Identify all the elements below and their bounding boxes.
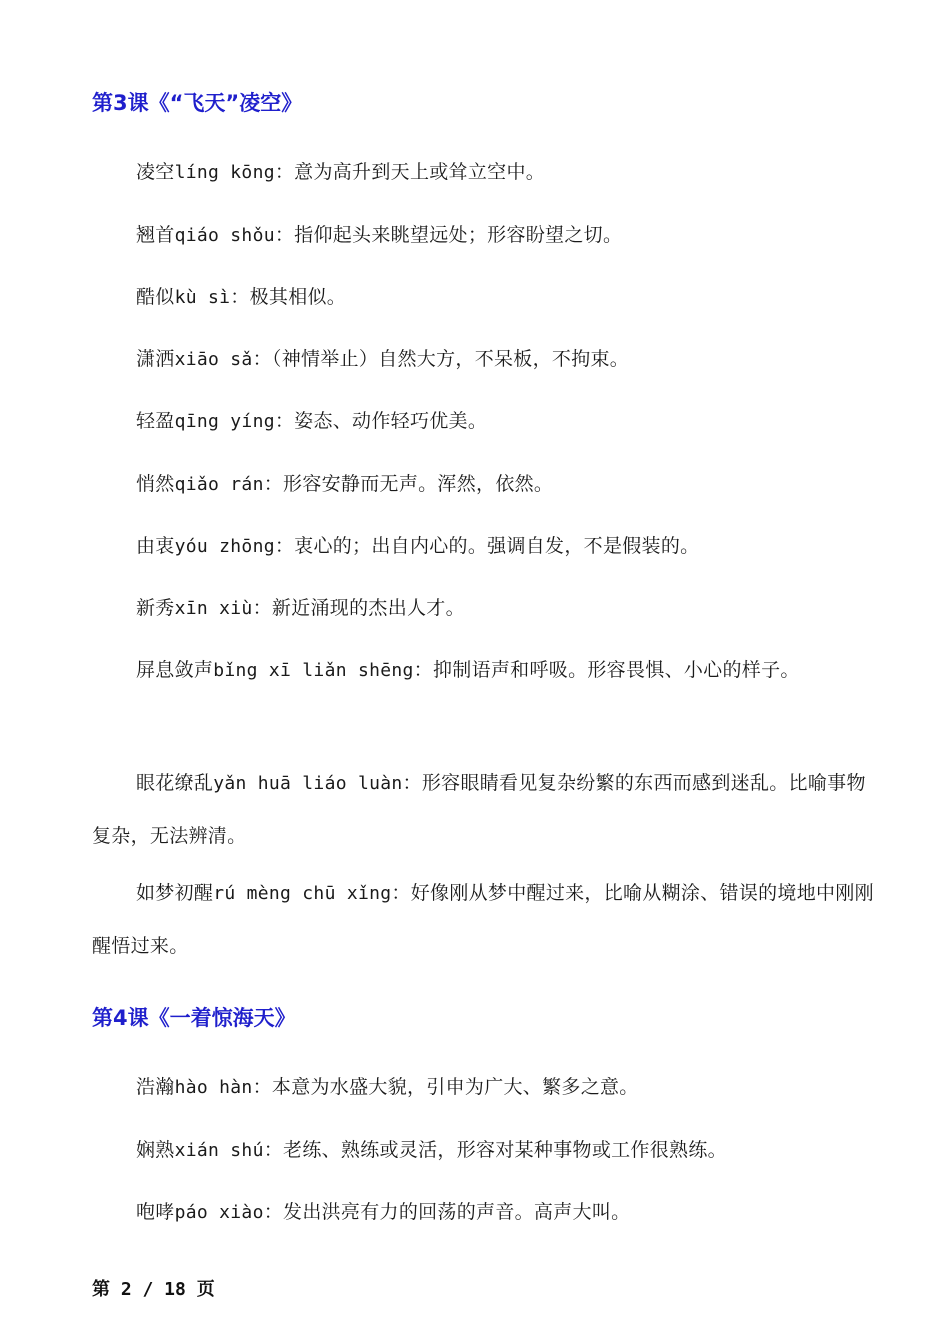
vocab-pinyin: kù sì (174, 287, 231, 308)
vocab-word: 潇洒 (136, 348, 175, 370)
vocab-entry (92, 1124, 882, 1177)
page-number: 第 2 / 18 页 (92, 1279, 215, 1300)
vocab-definition: 极其相似。 (249, 286, 347, 308)
vocab-definition: 新近涌现的杰出人才。 (271, 597, 465, 619)
vocab-separator: ： (391, 882, 411, 904)
vocab-entry (92, 757, 882, 863)
vocab-definition: 指仰起头来眺望远处；形容盼望之切。 (294, 224, 623, 246)
vocab-entry (92, 333, 882, 386)
vocab-definition: （神情举止）自然大方，不呆板，不拘束。 (271, 348, 630, 370)
vocab-word: 如梦初醒 (136, 882, 214, 904)
vocab-definition: 形容安静而无声。浑然，依然。 (283, 473, 554, 495)
vocab-word: 娴熟 (136, 1139, 175, 1161)
vocab-separator: ： (274, 224, 295, 246)
vocab-entry (92, 1186, 882, 1239)
vocab-separator: ： (413, 659, 433, 681)
vocab-pinyin: qiáo shǒu (174, 225, 275, 246)
vocab-definition: 本意为水盛大貌，引申为广大、繁多之意。 (271, 1076, 639, 1098)
vocab-word: 酷似 (136, 286, 175, 308)
vocab-word: 屏息敛声 (136, 659, 214, 681)
vocab-definition: 形容眼睛看见复杂纷繁的东西而感到迷乱。比喻事物复杂，无法辨清。 (92, 772, 866, 847)
vocab-entry (92, 582, 882, 635)
vocab-definition: 姿态、动作轻巧优美。 (294, 410, 488, 432)
vocab-pinyin: páo xiào (174, 1202, 264, 1223)
vocab-definition: 好像刚从梦中醒过来，比喻从糊涂、错误的境地中刚刚醒悟过来。 (92, 882, 874, 957)
vocab-word: 新秀 (136, 597, 175, 619)
vocab-separator: ： (230, 286, 250, 308)
vocab-entry (92, 458, 882, 511)
vocab-definition: 抑制语声和呼吸。形容畏惧、小心的样子。 (432, 659, 800, 681)
vocab-separator: ： (263, 473, 284, 495)
vocab-pinyin: yǎn huā liáo luàn (213, 773, 403, 794)
vocab-definition: 老练、熟练或灵活，形容对某种事物或工作很熟练。 (283, 1139, 727, 1161)
vocab-pinyin: xiāo sǎ (174, 349, 253, 370)
vocab-pinyin: yóu zhōng (174, 536, 275, 557)
vocab-definition: 意为高升到天上或耸立空中。 (294, 161, 546, 183)
vocab-pinyin: qīng yíng (174, 411, 275, 432)
vocab-pinyin: bǐng xī liǎn shēng (213, 660, 414, 681)
vocab-pinyin: xīn xiù (174, 598, 253, 619)
vocab-separator: ： (263, 1139, 284, 1161)
lesson-title: 第3课《“飞天”凌空》 (92, 91, 303, 115)
vocab-pinyin: rú mèng chū xǐng (213, 883, 392, 904)
vocab-entry (92, 520, 882, 573)
vocab-separator: ： (274, 161, 295, 183)
vocab-pinyin: líng kōng (174, 162, 275, 183)
vocab-definition: 发出洪亮有力的回荡的声音。高声大叫。 (283, 1201, 631, 1223)
vocab-word: 凌空 (136, 161, 175, 183)
vocab-word: 浩瀚 (136, 1076, 175, 1098)
vocab-word: 由衷 (136, 535, 175, 557)
vocab-word: 轻盈 (136, 410, 175, 432)
vocab-pinyin: qiǎo rán (174, 474, 264, 495)
vocab-entry (92, 209, 882, 262)
vocab-pinyin: hào hàn (174, 1077, 253, 1098)
vocab-entry (92, 271, 882, 324)
vocab-separator: ： (274, 535, 295, 557)
vocab-separator: ： (252, 348, 272, 370)
vocab-pinyin: xián shú (174, 1140, 264, 1161)
vocab-entry (92, 867, 882, 973)
lesson-title: 第4课《一着惊海天》 (92, 1006, 296, 1030)
vocab-word: 翘首 (136, 224, 175, 246)
vocab-separator: ： (252, 597, 272, 619)
vocab-entry (92, 395, 882, 448)
vocab-word: 眼花缭乱 (136, 772, 214, 794)
vocab-word: 悄然 (136, 473, 175, 495)
vocab-separator: ： (263, 1201, 284, 1223)
vocab-separator: ： (252, 1076, 272, 1098)
vocab-separator: ： (274, 410, 295, 432)
vocab-separator: ： (402, 772, 422, 794)
vocab-entry (92, 644, 882, 697)
vocab-definition: 衷心的；出自内心的。强调自发，不是假装的。 (294, 535, 700, 557)
vocab-entry (92, 146, 882, 199)
vocab-entry (92, 1061, 882, 1114)
vocab-word: 咆哮 (136, 1201, 175, 1223)
